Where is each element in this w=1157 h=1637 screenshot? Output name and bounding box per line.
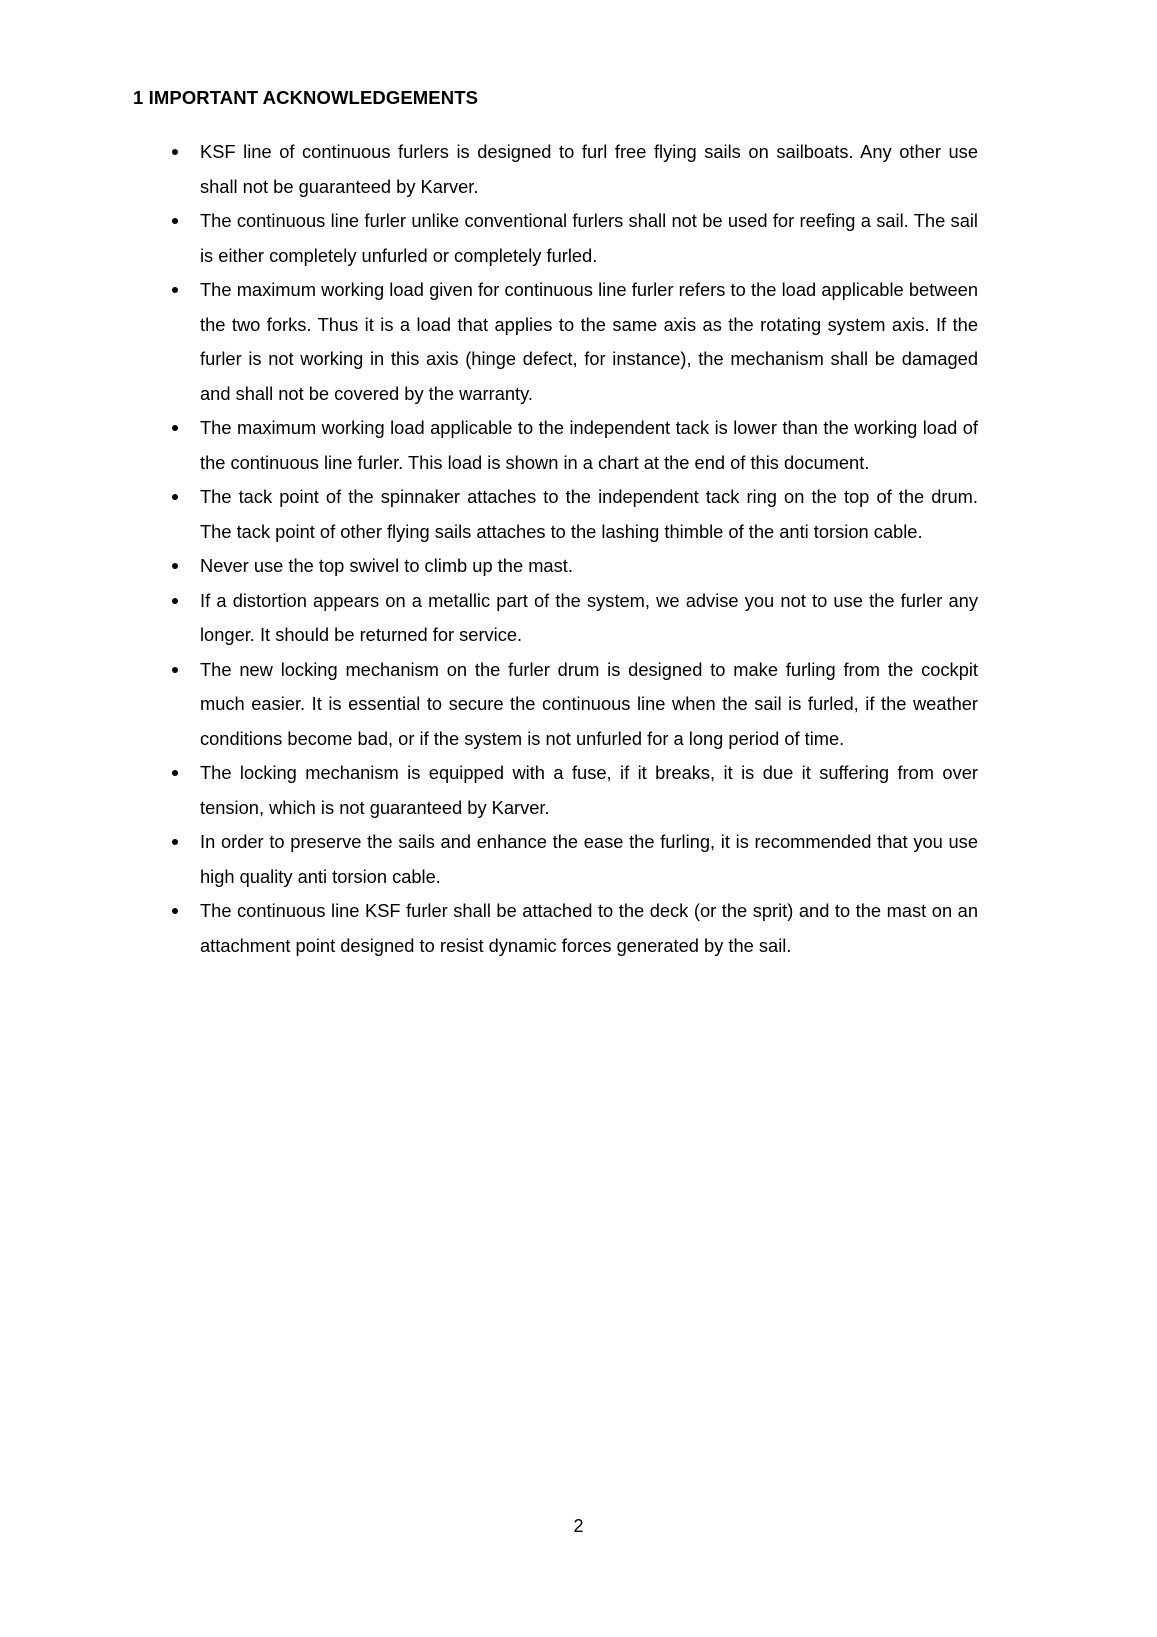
bullet-icon [172, 273, 186, 308]
list-item [133, 756, 978, 825]
list-item-text: The continuous line furler unlike conventional furlers shall not be used for reefing a sail. The sail is either completely unfurled or completely furled. [200, 210, 978, 266]
list-item [133, 204, 978, 273]
list-item-text: The tack point of the spinnaker attaches to the independent tack ring on the top of the drum. The tack point of other flying sails attaches to the lashing thimble of the anti torsion cable. [200, 486, 978, 542]
bullet-icon [172, 653, 186, 688]
page-title: 1 IMPORTANT ACKNOWLEDGEMENTS [133, 87, 479, 108]
list-item-text: KSF line of continuous furlers is designed to furl free flying sails on sailboats. Any other use shall not be guaranteed by Karver. [200, 141, 978, 197]
list-item [133, 273, 978, 411]
bullet-icon [172, 825, 186, 860]
list-item [133, 584, 978, 653]
list-item-text: The maximum working load applicable to the independent tack is lower than the working load of the continuous line furler. This load is shown in a chart at the end of this document. [200, 417, 978, 473]
list-item-text: In order to preserve the sails and enhance the ease the furling, it is recommended that you use high quality anti torsion cable. [200, 831, 978, 887]
bullet-icon [172, 549, 186, 584]
bullet-icon [172, 894, 186, 929]
list-item-text: If a distortion appears on a metallic part of the system, we advise you not to use the furler any longer. It should be returned for service. [200, 589, 978, 646]
page-number: 2 [573, 1516, 584, 1536]
list-item-text: Never use the top swivel to climb up the mast. [200, 555, 573, 577]
bullet-icon [172, 480, 186, 515]
list-item-text: The locking mechanism is equipped with a fuse, if it breaks, it is due it suffering from over tension, which is not guaranteed by Karver. [200, 762, 978, 818]
list-item [133, 480, 978, 549]
list-item [133, 549, 978, 584]
bullet-icon [172, 584, 186, 619]
list-item-text: The maximum working load given for continuous line furler refers to the load applicable between the two forks. Thus it is a load that applies to the same axis as the rotating system axis. If the furler is not working in this axis (hinge defect, for instance), the mechanism shall be damaged and shall not be covered by the warranty. [200, 279, 978, 404]
bullet-icon [172, 411, 186, 446]
list-item-text: The new locking mechanism on the furler drum is designed to make furling from the cockpit much easier. It is essential to secure the continuous line when the sail is furled, if the weather conditions become bad, or if the system is not unfurled for a long period of time. [200, 658, 978, 749]
list-item [133, 894, 978, 963]
list-item [133, 411, 978, 480]
list-item [133, 135, 978, 204]
bullet-icon [172, 135, 186, 170]
list-item-text: The continuous line KSF furler shall be attached to the deck (or the sprit) and to the mast on an attachment point designed to resist dynamic forces generated by the sail. [200, 900, 978, 956]
list-item [133, 825, 978, 894]
acknowledgements-list [133, 135, 978, 963]
bullet-icon [172, 756, 186, 791]
bullet-icon [172, 204, 186, 239]
page-content [133, 86, 978, 963]
list-item [133, 653, 978, 757]
